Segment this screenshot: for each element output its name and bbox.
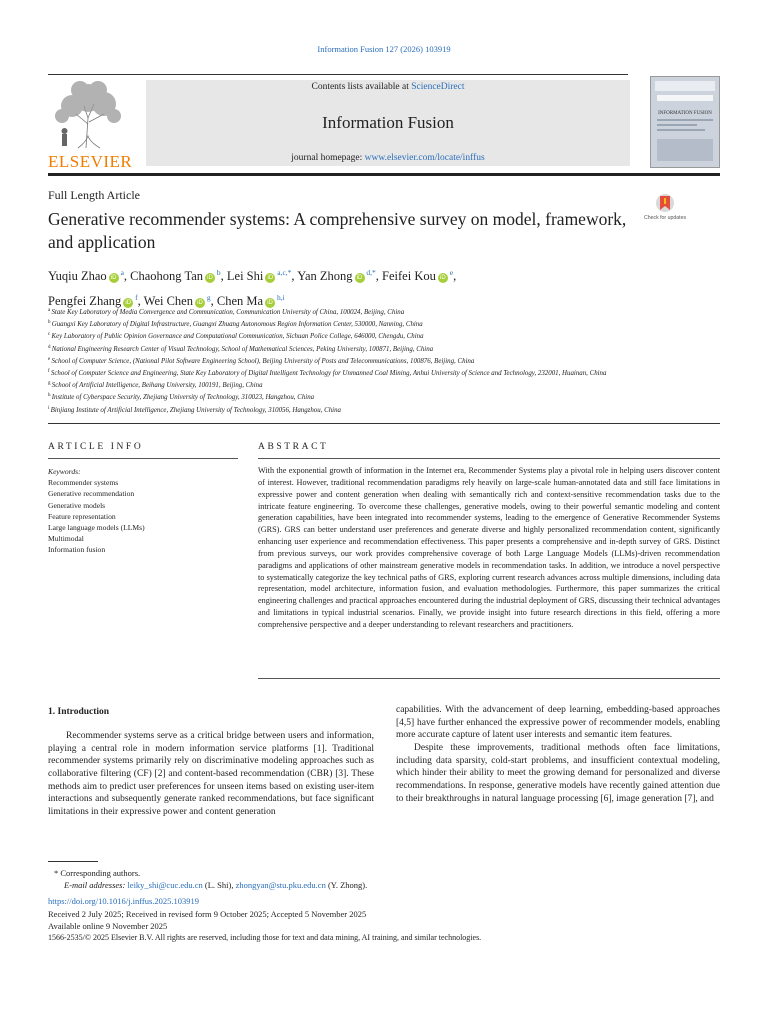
- footnote-rule: [48, 861, 98, 862]
- affiliation-key: e: [48, 356, 52, 362]
- keyword-item: Feature representation: [48, 511, 116, 521]
- affiliation-item: [48, 318, 648, 330]
- sciencedirect-link[interactable]: ScienceDirect: [411, 82, 465, 92]
- author-affiliation-marker[interactable]: a: [118, 268, 124, 277]
- affiliation-item: [48, 391, 648, 403]
- email-owner-zhong: (Y. Zhong).: [327, 880, 368, 891]
- affiliation-item: [48, 355, 648, 367]
- author-entry: [130, 269, 220, 283]
- check-for-updates-button[interactable]: [643, 192, 687, 228]
- corresponding-authors-note: [48, 867, 720, 879]
- affiliation-text: School of Computer Science, (National Pilot Software Engineering School), Beijing University of Posts and Telecommunications, 100876, Beijing, China: [51, 357, 475, 365]
- affiliation-text: Guangxi Key Laboratory of Digital Infrastructure, Guangxi Zhuang Autonomous Region Information Center, 530000, Nanning, China: [51, 321, 423, 329]
- paper-title: Generative recommender systems: A comprehensive survey on model, framework, and application: [48, 209, 627, 252]
- contents-line: [146, 82, 630, 92]
- keywords-label: Keywords:: [48, 467, 81, 476]
- homepage-line: [146, 153, 630, 163]
- body-column-left: [48, 730, 374, 819]
- journal-citation[interactable]: Information Fusion 127 (2026) 103919: [317, 44, 451, 54]
- doi-link[interactable]: https://doi.org/10.1016/j.inffus.2025.103919: [48, 896, 200, 907]
- author-entry: [297, 269, 376, 283]
- author-name[interactable]: Feifei Kou: [382, 269, 436, 283]
- article-info-top-rule: [48, 423, 720, 424]
- abstract-text: With the exponential growth of information in the Internet era, Recommender Systems play a pivotal role in helping users discover content of interest. However, traditional recommendation paradigms rely heavily on large-scale human-annotated data and still face limitations in expressive power and content generation when dealing with semantically rich and context-sensitive recommendation tasks due to the intricate feature engineering. To overcome these challenges, generative models, owing to their powerful semantic modeling and content generation capabilities, have been integrated into recommender systems, leading to the emergence of Generative Recommender Systems (GRS). GRS can better understand user preferences and generate diverse and highly personalized recommendation content, significantly enhancing user experience and recommendation effectiveness. This paper presents a comprehensive and in-depth survey of GRS. Distinct from previous surveys, our work provides comprehensive coverage of both Large Language Models (LLMs)-driven recommendation paradigms and applications of other mainstream generative models in recommendation tasks. In addition, we introduce a novel perspective to systematically categorize the key technical paths of GRS, exploring current research advances across multiple dimensions, including data representation, model architecture, information fusion, and evaluation methodologies. Furthermore, this paper summarizes the critical engineering challenges and practical approaches encountered during the industrial deployment of GRS, discussing their technical advantages and limitations in typical industrial scenarios. Finally, we provide insight into future research directions in this field, offering a more comprehensive perspective and a deeper understanding to relevant researchers and practitioners.: [258, 466, 720, 629]
- header-thick-rule: [48, 173, 720, 176]
- keyword-item: Generative models: [48, 500, 106, 510]
- affiliation-key: g: [48, 381, 52, 387]
- orcid-icon[interactable]: iD: [123, 298, 133, 308]
- article-info-heading: ARTICLE INFO: [48, 442, 144, 452]
- article-type: Full Length Article: [48, 188, 140, 202]
- affiliation-text: Institute of Cyberspace Security, Zhejiang University of Technology, 310023, Hangzhou, China: [51, 394, 315, 402]
- abstract-heading: ABSTRACT: [258, 442, 329, 452]
- received-dates: Received 2 July 2025; Received in revised form 9 October 2025; Accepted 5 November 2025: [48, 908, 367, 919]
- affiliation-item: [48, 306, 648, 318]
- author-affiliation-marker[interactable]: a,c,*: [275, 268, 292, 277]
- orcid-icon[interactable]: iD: [205, 273, 215, 283]
- email-label: E-mail addresses:: [64, 880, 126, 891]
- email-addresses-note: [48, 879, 720, 891]
- keywords-list: [48, 477, 238, 555]
- keyword-item: Multimodal: [48, 534, 84, 544]
- author-name[interactable]: Chaohong Tan: [130, 269, 204, 283]
- article-meta: [48, 895, 720, 944]
- orcid-icon[interactable]: iD: [109, 273, 119, 283]
- body-column-right: [396, 704, 720, 805]
- author-name[interactable]: Yuqiu Zhao: [48, 269, 107, 283]
- author-name[interactable]: Chen Ma: [216, 294, 264, 308]
- affiliation-key: f: [48, 369, 51, 375]
- author-entry: [227, 269, 292, 283]
- affiliation-item: [48, 343, 648, 355]
- elsevier-wordmark: ELSEVIER: [48, 152, 133, 171]
- affiliation-item: [48, 367, 648, 379]
- abstract-rule: [258, 458, 720, 459]
- cover-title-text: INFORMATION FUSION: [658, 111, 712, 116]
- journal-homepage-link[interactable]: www.elsevier.com/locate/inffus: [364, 153, 485, 163]
- header-rule: [48, 74, 628, 75]
- contents-prefix: Contents lists available at: [311, 82, 409, 92]
- keyword-item: Large language models (LLMs): [48, 523, 145, 533]
- affiliation-key: d: [48, 344, 52, 350]
- email-link-shi[interactable]: leiky_shi@cuc.edu.cn: [127, 880, 203, 891]
- author-entry: [382, 269, 453, 283]
- orcid-icon[interactable]: iD: [195, 298, 205, 308]
- affiliation-text: Binjiang Institute of Artificial Intelligence, Zhejiang University of Technology, 310056, Hangzhou, China: [50, 406, 341, 414]
- affiliations-list: [48, 306, 648, 416]
- email-owner-shi: (L. Shi),: [204, 880, 234, 891]
- email-link-zhong[interactable]: zhongyan@stu.pku.edu.cn: [235, 880, 326, 891]
- author-affiliation-marker[interactable]: h,i: [275, 293, 285, 302]
- abstract-bottom-rule: [258, 678, 720, 679]
- article-info-rule: [48, 458, 238, 459]
- homepage-prefix: journal homepage:: [291, 153, 363, 163]
- author-affiliation-marker[interactable]: g: [205, 293, 211, 302]
- journal-title: Information Fusion: [322, 113, 454, 132]
- author-entry: [48, 269, 124, 283]
- affiliation-text: School of Artificial Intelligence, Beihang University, 100191, Beijing, China: [51, 382, 263, 390]
- author-affiliation-marker[interactable]: b: [215, 268, 221, 277]
- affiliation-text: School of Computer Science and Engineering, State Key Laboratory of Digital Intelligent Technology for Unmanned Coal Mining, Anhui University of Science and Technology, 232001, Huainan, China: [50, 370, 607, 378]
- keywords-block: [48, 466, 238, 556]
- asterisk-marker: *: [54, 868, 59, 878]
- corresponding-text: Corresponding authors.: [60, 868, 141, 878]
- available-online: Available online 9 November 2025: [48, 920, 168, 931]
- author-name[interactable]: Wei Chen: [143, 294, 193, 308]
- orcid-icon[interactable]: iD: [265, 298, 275, 308]
- orcid-icon[interactable]: iD: [265, 273, 275, 283]
- affiliation-key: c: [48, 332, 52, 338]
- intro-paragraph-1: Recommender systems serve as a critical bridge between users and information, playing a central role in modern information service platforms [1]. Traditional recommender systems primarily rely on discriminative modeling approaches such as collaborative filtering (CF) [2] and content-based recommendation (CBR) [3]. These methods aim to predict user preferences for unseen items based on existing user-item interactions and subsequently generate ranked recommendations, but face significant limitations in their expressive power and content generation: [48, 731, 374, 817]
- affiliation-key: a: [48, 308, 52, 313]
- check-updates-label: Check for updates: [643, 215, 687, 221]
- affiliation-key: b: [48, 320, 52, 326]
- section-heading-introduction: 1. Introduction: [48, 707, 110, 717]
- affiliation-key: i: [48, 405, 51, 411]
- author-affiliation-marker[interactable]: e: [447, 268, 454, 277]
- author-list: Yuqiu Zhao iD $^a$, Chaohong Tan iD $^b$, Lei Shi iD $^{a,c,*}$, Yan Zhong iD $^{d,*}$, Feifei Kou iD $^e$, Pengfei Zhang iD $^f$, Wei Chen iD $^g$, Chen Ma iD $^{h,i}$: [48, 268, 457, 308]
- intro-paragraph-2: Despite these improvements, traditional methods often face limitations, including data sparsity, cold-start problems, and insufficient contextual modeling, which hinder their ability to meet the growing demand for personalized and diverse recommendations. In response, generative models have recently gained attention due to their breakthroughs in natural language processing [6], image generation [7], and: [396, 742, 720, 804]
- affiliation-item: [48, 379, 648, 391]
- intro-paragraph-1-continued: capabilities. With the advancement of deep learning, embedding-based approaches [4,5] have further enhanced the expressive power of recommender models, enabling more accurate capture of latent user interests and semantic item features.: [396, 705, 720, 741]
- affiliation-text: National Engineering Research Center of Visual Technology, School of Mathematical Sciences, Peking University, 100871, Beijing, China: [51, 345, 434, 353]
- affiliation-key: h: [48, 393, 52, 399]
- keyword-item: Information fusion: [48, 545, 106, 555]
- affiliation-item: [48, 404, 648, 416]
- affiliation-item: [48, 330, 648, 342]
- keyword-item: Generative recommendation: [48, 489, 135, 499]
- affiliation-text: Key Laboratory of Public Opinion Governance and Computational Communication, Sichuan Police College, 646000, Chengdu, China: [51, 333, 424, 341]
- author-affiliation-marker[interactable]: f: [133, 293, 138, 302]
- footnotes: [48, 867, 720, 944]
- author-name[interactable]: Lei Shi: [226, 269, 264, 283]
- journal-cover-thumbnail[interactable]: [650, 76, 720, 168]
- affiliation-text: State Key Laboratory of Media Convergence and Communication, Communication University of China, 100024, Beijing, China: [51, 309, 405, 316]
- orcid-icon[interactable]: iD: [355, 273, 365, 283]
- copyright-rights: 1566-2535/© 2025 Elsevier B.V. All rights are reserved, including those for text and data mining, AI training, and similar technologies.: [48, 933, 482, 943]
- author-name[interactable]: Pengfei Zhang: [48, 294, 122, 308]
- keyword-item: Recommender systems: [48, 478, 119, 488]
- orcid-icon[interactable]: iD: [438, 273, 448, 283]
- author-affiliation-marker[interactable]: d,*: [364, 268, 376, 277]
- author-name[interactable]: Yan Zhong: [297, 269, 353, 283]
